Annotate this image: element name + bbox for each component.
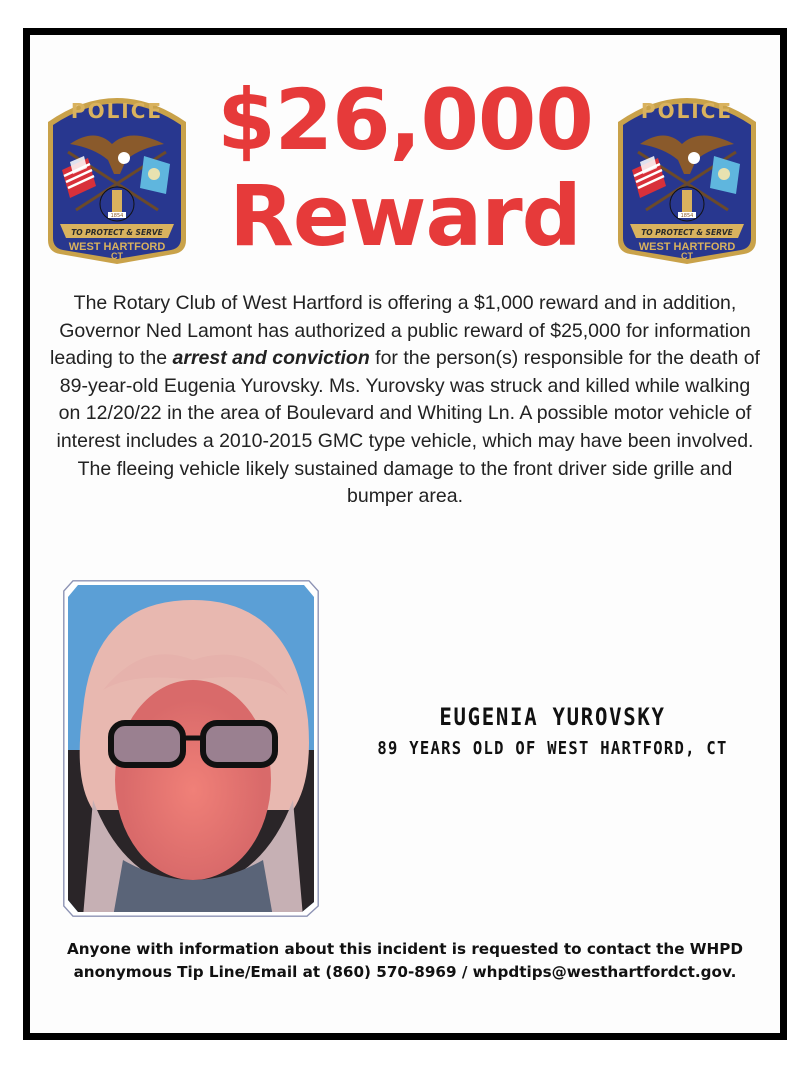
reward-amount: $26,000 (217, 71, 593, 169)
police-badge-icon (40, 82, 194, 270)
victim-details: 89 YEARS OLD OF WEST HARTFORD, CT (377, 738, 728, 759)
case-description (48, 290, 762, 511)
badge-top-text: POLICE (640, 99, 734, 123)
badge-state: CT (111, 251, 123, 261)
badge-top-text: POLICE (70, 99, 164, 123)
contact-line-2: anonymous Tip Line/Email at (860) 570-8969 / whpdtips@westhartfordct.gov. (73, 963, 737, 981)
reward-headline (195, 72, 615, 264)
police-badge-left (40, 82, 194, 270)
badge-year: 1854 (110, 213, 124, 219)
victim-name: EUGENIA YUROVSKY (439, 703, 666, 731)
badge-city: WEST HARTFORD (68, 241, 166, 253)
badge-city: WEST HARTFORD (638, 241, 736, 253)
reward-word: Reward (229, 167, 581, 265)
victim-photo (63, 580, 319, 917)
victim-info (335, 700, 770, 764)
badge-motto: TO PROTECT & SERVE (71, 228, 163, 237)
portrait-photo-icon (63, 580, 319, 917)
police-badge-icon (610, 82, 764, 270)
contact-info (40, 938, 770, 984)
contact-line-1: Anyone with information about this incident is requested to contact the WHPD (66, 940, 743, 958)
badge-motto: TO PROTECT & SERVE (641, 228, 733, 237)
description-part-1: The Rotary Club of West Hartford is offering a $1,000 reward and in addition, Governor Ned Lamont has authorized a public reward of $25,000 for information leading to the (50, 292, 751, 370)
description-part-2: for the person(s) responsible for the death of 89-year-old Eugenia Yurovsky. Ms. Yurovsky was struck and killed while walking on 12/20/22 in the area of Boulevard and Whiting Ln. A possible motor vehicle of interest includes a 2010-2015 GMC type vehicle, which may have been involved. The fleeing vehicle likely sustained damage to the front driver side grille and bumper area. (56, 347, 760, 508)
description-emphasis: arrest and conviction (172, 347, 370, 370)
badge-state: CT (681, 251, 693, 261)
badge-year: 1854 (680, 213, 694, 219)
police-badge-right (610, 82, 764, 270)
